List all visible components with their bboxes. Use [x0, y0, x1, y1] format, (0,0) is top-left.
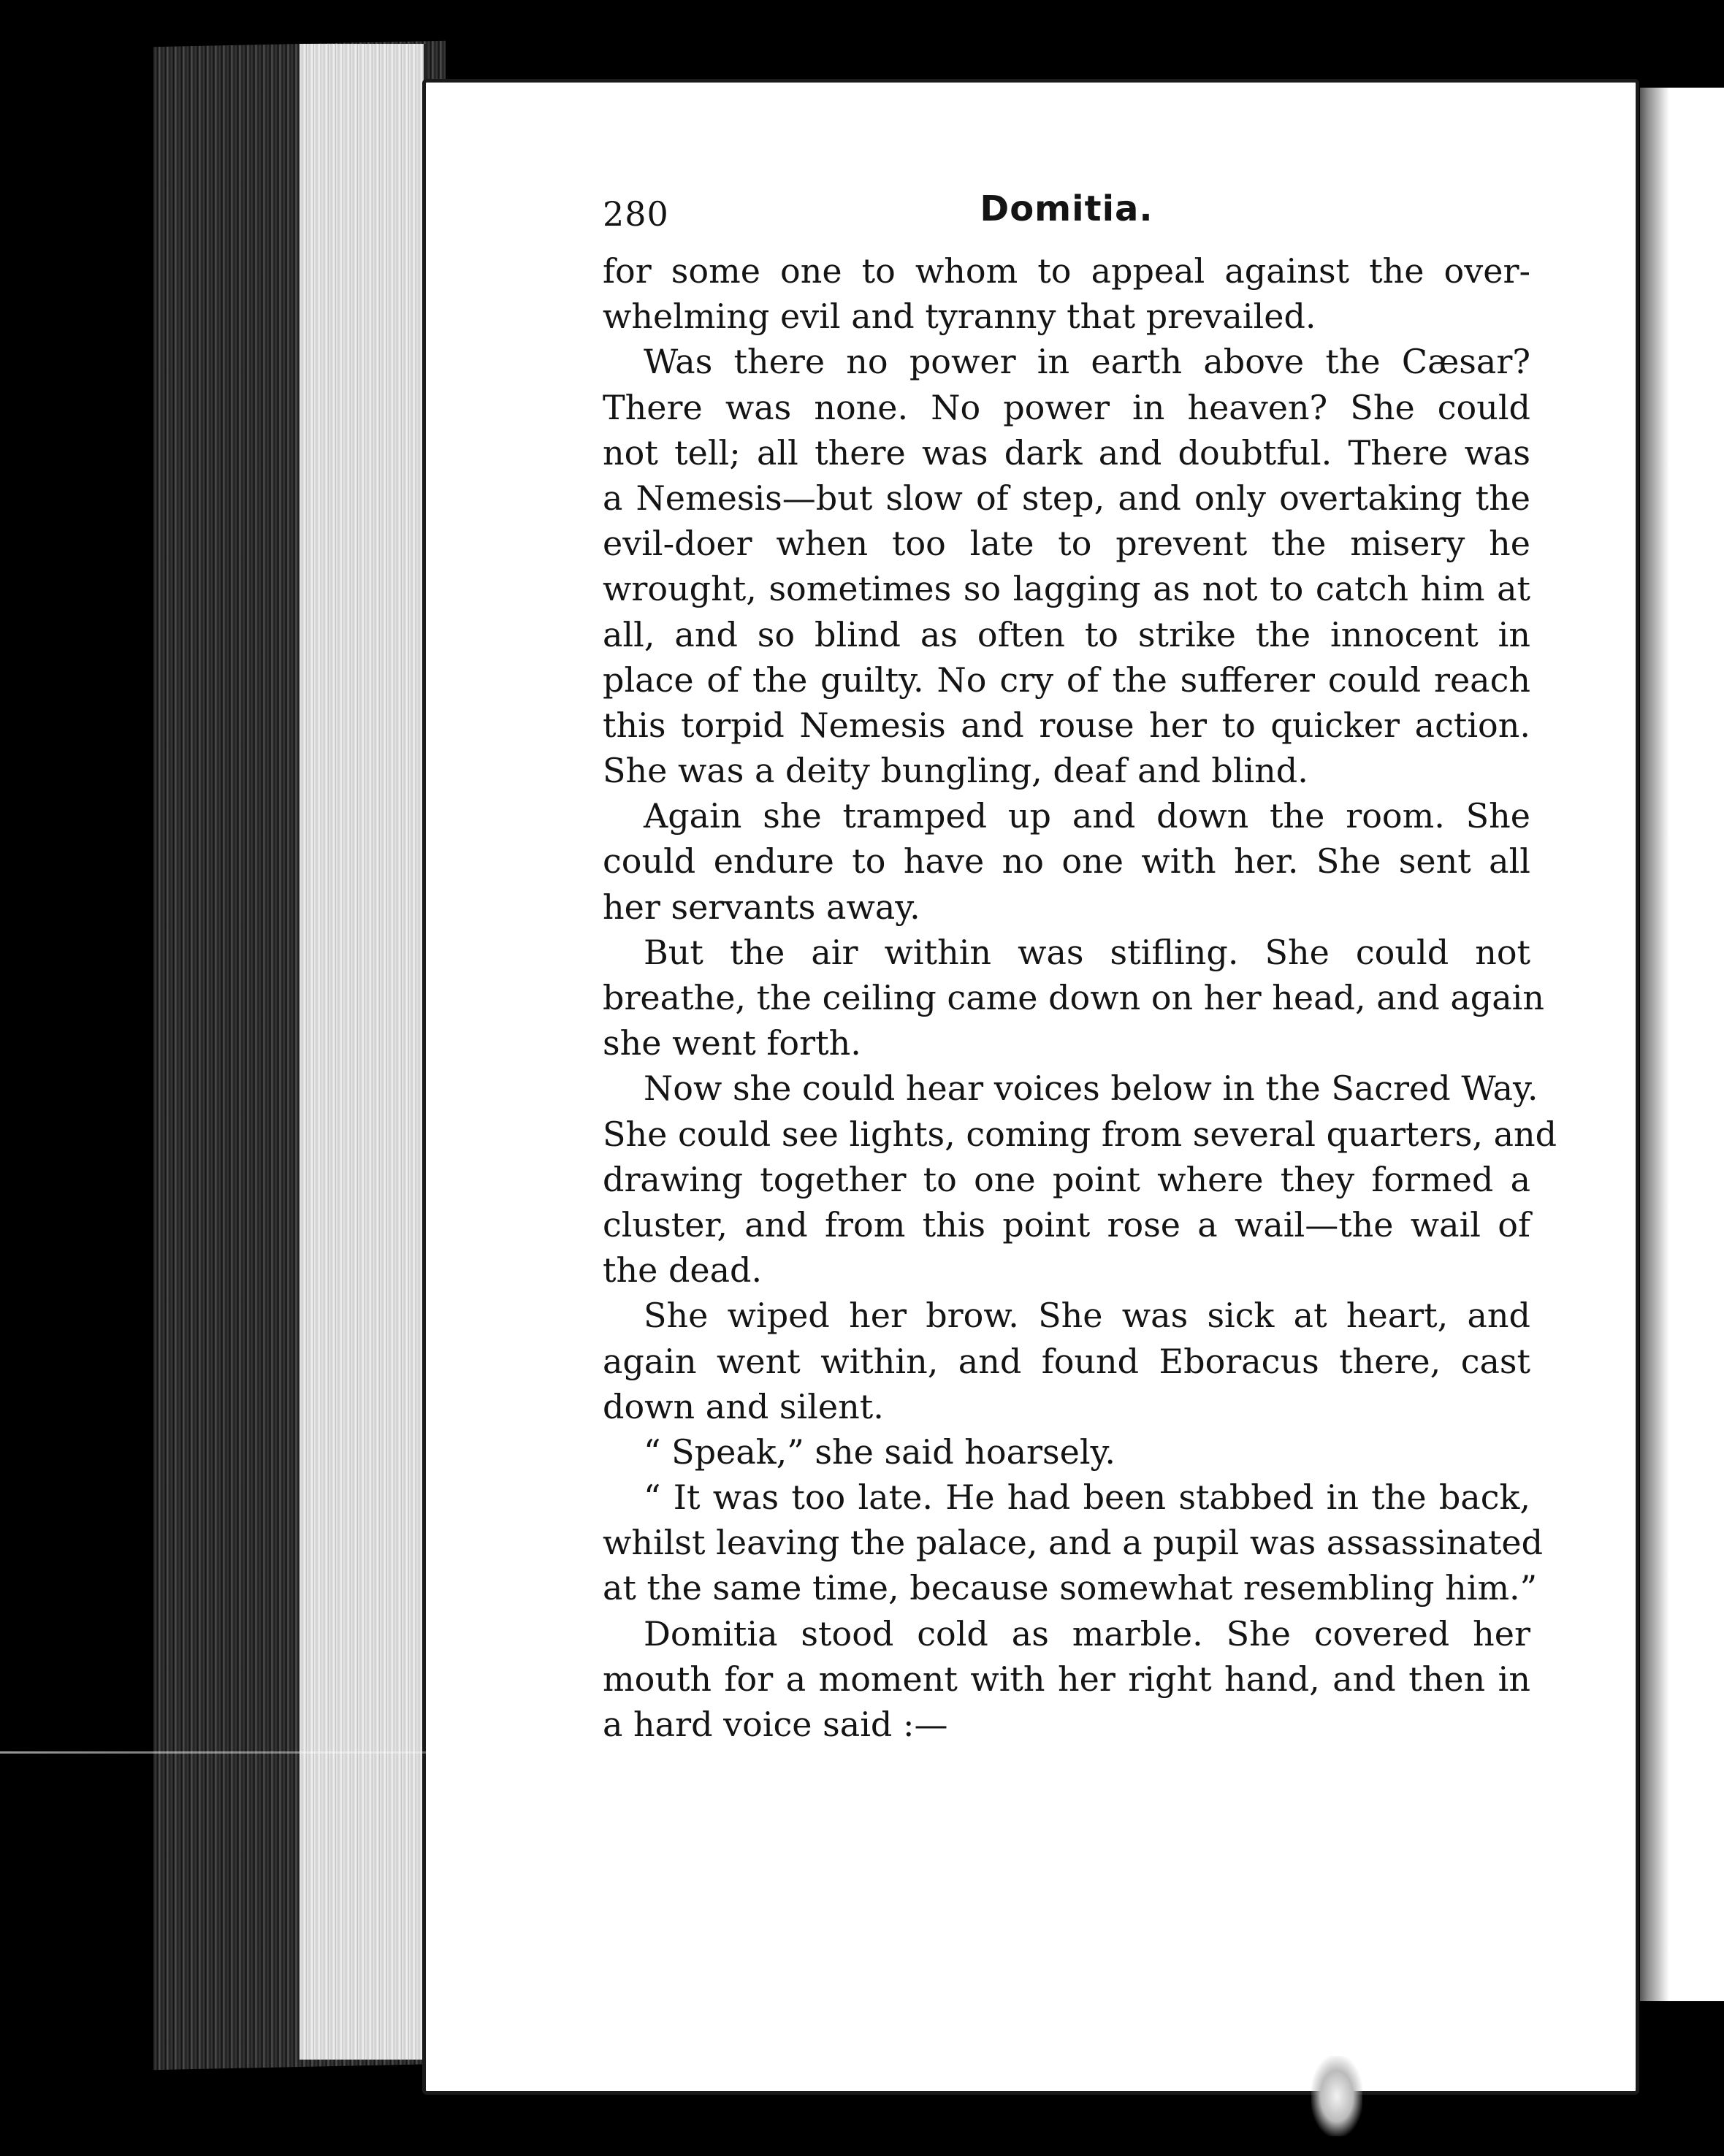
text-line: place of the guilty. No cry of the sufferer could reach [603, 660, 1530, 700]
text-line: Domitia stood cold as marble. She covered her [644, 1613, 1530, 1654]
text-line: “ Speak,” she said hoarsely. [644, 1431, 1116, 1472]
text-line: mouth for a moment with her right hand, and then in [603, 1659, 1530, 1699]
facing-page-edge [1640, 88, 1724, 2001]
text-line: not tell; all there was dark and doubtful. There was [603, 432, 1530, 473]
scan-artifact-smudge [1311, 2056, 1362, 2136]
text-line: whilst leaving the palace, and a pupil was assassinated [603, 1523, 1544, 1563]
running-head [603, 188, 1530, 248]
text-line: down and silent. [603, 1386, 884, 1426]
text-line: Again she tramped up and down the room. She [644, 796, 1530, 836]
text-line: drawing together to one point where they formed a [603, 1159, 1530, 1199]
text-line: a hard voice said :— [603, 1705, 948, 1744]
text-line: There was none. No power in heaven? She could [603, 387, 1530, 427]
text-line: her servants away. [603, 887, 920, 927]
running-title: Domitia. [980, 188, 1153, 229]
text-line: all, and so blind as often to strike the innocent in [603, 614, 1530, 654]
text-line: for some one to whom to appeal against the over- [603, 251, 1530, 291]
text-line: She was a deity bungling, deaf and blind. [603, 751, 1308, 791]
text-line: she went forth. [603, 1023, 861, 1063]
text-line: Was there no power in earth above the Cæsar? [644, 342, 1530, 382]
text-line: cluster, and from this point rose a wail—the wail of [603, 1204, 1530, 1245]
scan-artifact-line [0, 1751, 1724, 1754]
text-line: whelming evil and tyranny that prevailed. [603, 297, 1316, 337]
text-line: She could see lights, coming from several quarters, and [603, 1114, 1557, 1154]
page-number: 280 [603, 194, 669, 234]
text-line: again went within, and found Eboracus there, cast [603, 1341, 1530, 1381]
text-line: Now she could hear voices below in the Sacred Way. [644, 1069, 1538, 1109]
text-line: wrought, sometimes so lagging as not to catch him at [603, 569, 1530, 609]
text-line: She wiped her brow. She was sick at heart, and [644, 1296, 1530, 1336]
text-line: could endure to have no one with her. She sent all [603, 841, 1530, 882]
text-line: at the same time, because somewhat resembling him.” [603, 1568, 1538, 1608]
text-line: But the air within was stifling. She could not [644, 932, 1530, 972]
text-line: the dead. [603, 1250, 763, 1291]
text-line: breathe, the ceiling came down on her head, and again [603, 978, 1544, 1017]
text-line: “ It was too late. He had been stabbed in the back, [644, 1478, 1530, 1518]
text-line: a Nemesis—but slow of step, and only overtaking the [603, 478, 1530, 518]
page-text-block [603, 188, 1557, 1747]
text-line: this torpid Nemesis and rouse her to quicker action. [603, 705, 1530, 745]
text-line: evil-doer when too late to prevent the misery he [603, 524, 1530, 564]
page-stack-edge [300, 44, 427, 2060]
